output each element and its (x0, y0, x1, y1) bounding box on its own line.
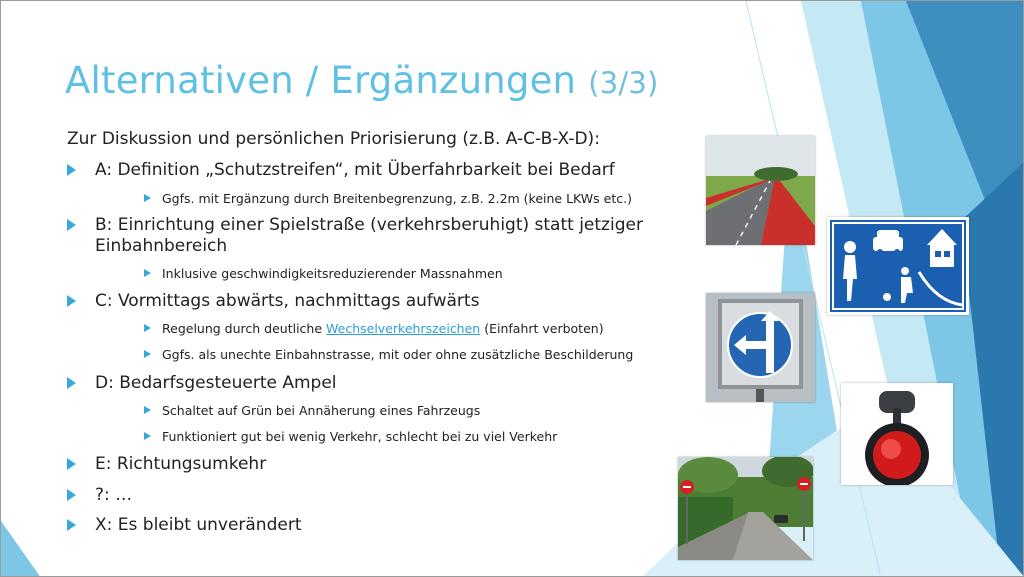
sub-bullet-label: Funktioniert gut bei wenig Verkehr, schlecht bei zu viel Verkehr (162, 429, 558, 444)
bullet-label: B: Einrichtung einer Spielstraße (verkehrsberuhigt) statt jetziger (95, 215, 643, 235)
sub-bullet-arrow-icon (144, 406, 151, 414)
title-text: Alternativen / Ergänzungen (65, 59, 577, 102)
sub-bullet-arrow-icon (144, 194, 151, 202)
traffic-light-photo (841, 383, 953, 485)
bullet-arrow-icon (67, 519, 76, 531)
bullet-label-continued: Einbahnbereich (95, 236, 228, 256)
sub-bullet-arrow-icon (144, 324, 151, 332)
title-suffix: (3/3) (588, 66, 659, 100)
wechselverkehrszeichen-link[interactable]: Wechselverkehrszeichen (326, 321, 481, 336)
bullet-label: E: Richtungsumkehr (95, 454, 267, 474)
bullet-label: C: Vormittags abwärts, nachmittags aufwärts (95, 291, 480, 311)
sub-bullet-label: Schaltet auf Grün bei Annäherung eines Fahrzeugs (162, 403, 481, 418)
sub-bullet-label: Inklusive geschwindigkeitsreduzierender Massnahmen (162, 266, 503, 281)
bullet-label: X: Es bleibt unverändert (95, 515, 302, 535)
sub-bullet-label: Ggfs. mit Ergänzung durch Breitenbegrenzung, z.B. 2.2m (keine LKWs etc.) (162, 191, 632, 206)
bullet-arrow-icon (67, 295, 76, 307)
bullet-arrow-icon (67, 489, 76, 501)
play-street-sign (827, 217, 969, 315)
sub-bullet-arrow-icon (144, 350, 151, 358)
bullet-arrow-icon (67, 458, 76, 470)
bike-lane-photo (706, 136, 815, 245)
bullet-arrow-icon (67, 377, 76, 389)
one-way-street-photo (678, 457, 813, 560)
bullet-label: A: Definition „Schutzstreifen“, mit Überfahrbarkeit bei Bedarf (95, 160, 615, 180)
sub-bullet-text-post: (Einfahrt verboten) (480, 321, 604, 336)
sub-bullet-text-pre: Regelung durch deutliche (162, 321, 327, 336)
bullet-label: D: Bedarfsgesteuerte Ampel (95, 373, 337, 393)
bullet-arrow-icon (67, 219, 76, 231)
bullet-label: ?: … (95, 485, 133, 505)
sub-bullet-arrow-icon (144, 432, 151, 440)
sub-bullet-label (162, 321, 604, 336)
slide-title (65, 59, 659, 102)
bullet-arrow-icon (67, 164, 76, 176)
variable-direction-sign-photo (706, 293, 815, 402)
sub-bullet-label: Ggfs. als unechte Einbahnstrasse, mit oder ohne zusätzliche Beschilderung (162, 347, 634, 362)
sub-bullet-arrow-icon (144, 269, 151, 277)
intro-text: Zur Diskussion und persönlichen Priorisierung (z.B. A-C-B-X-D): (67, 129, 600, 149)
